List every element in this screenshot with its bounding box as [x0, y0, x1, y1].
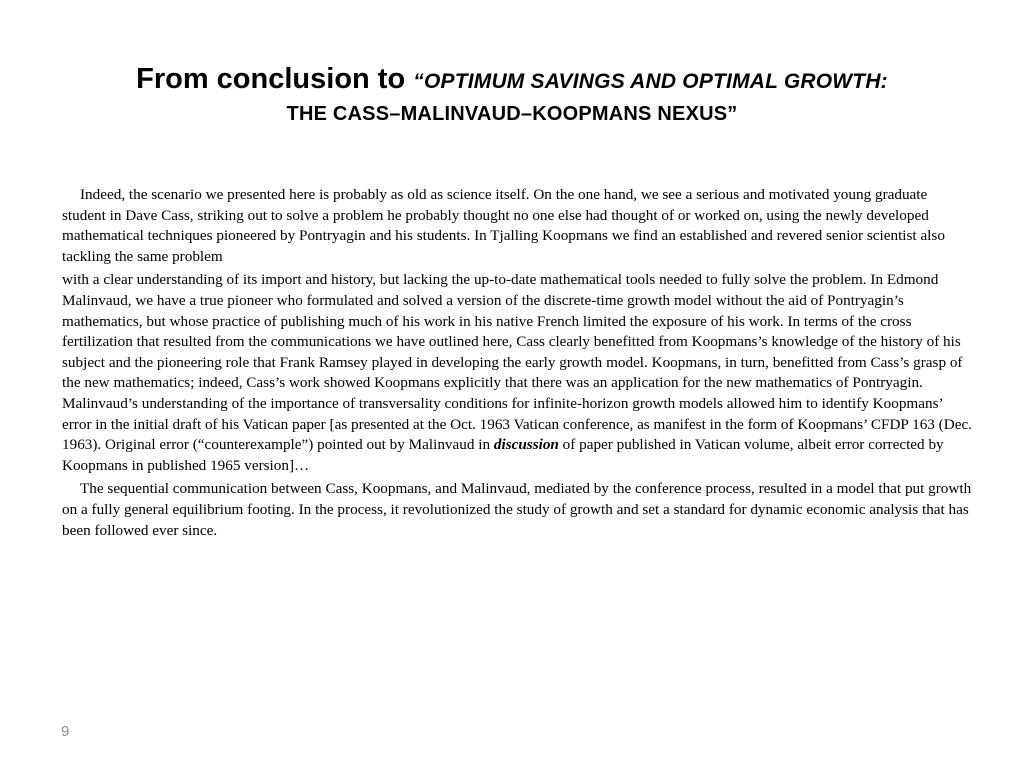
- title-lead: From conclusion to: [136, 63, 414, 95]
- emphasis-discussion: discussion: [493, 436, 559, 454]
- title-line-1: [0, 60, 1024, 98]
- title-quote-part-2: THE CASS–MALINVAUD–KOOPMANS NEXUS”: [286, 103, 738, 125]
- slide-title: [0, 60, 1024, 128]
- paragraph-2-text-after: of paper published in Vatican volume, albeit error corrected by Koopmans in published 1965 version]…: [62, 436, 944, 474]
- body-text: [62, 185, 972, 544]
- paragraph-2-text-before: with a clear understanding of its import and history, but lacking the up-to-date mathematical tools needed to fully solve the problem. In Edmond Malinvaud, we have a true pioneer who formulated and solved a version of the discrete-time growth model without the aid of Pontryagin’s mathematics, but whose practice of publishing much of his work in his native French limited the exposure of his work. In terms of the cross fertilization that resulted from the communications we have outlined here, Cass clearly benefitted from Koopmans’s knowledge of the history of his subject and the pioneering role that Frank Ramsey played in developing the early growth model. Koopmans, in turn, benefitted from Cass’s grasp of the new mathematics; indeed, Cass’s work showed Koopmans explicitly that there was an application for the new mathematics of Pontryagin. Malinvaud’s understanding of the importance of transversality conditions for infinite-horizon growth models allowed him to identify Koopmans’ error in the initial draft of his Vatican paper [as presented at the Oct. 1963 Vatican conference, as manifest in the form of Koopmans’ CFDP 163 (Dec. 1963). Original error (“counterexample”) pointed out by Malinvaud in: [62, 271, 972, 454]
- paragraph-1: Indeed, the scenario we presented here is probably as old as science itself. On the one hand, we see a serious and motivated young graduate student in Dave Cass, striking out to solve a problem he probably thought no one else had thought of or worked on, using the newly developed mathematical techniques pioneered by Pontryagin and his students. In Tjalling Koopmans we find an established and revered senior scientist also tackling the same problem: [62, 186, 945, 265]
- paragraph-2: [62, 270, 972, 476]
- page-number: 9: [61, 723, 70, 740]
- paragraph-3: The sequential communication between Cass, Koopmans, and Malinvaud, mediated by the conference process, resulted in a model that put growth on a fully general equilibrium footing. In the process, it revolutionized the study of growth and set a standard for dynamic economic analysis that has been followed ever since.: [62, 480, 972, 539]
- title-quote-part-1: “OPTIMUM SAVINGS AND OPTIMAL GROWTH:: [413, 70, 888, 93]
